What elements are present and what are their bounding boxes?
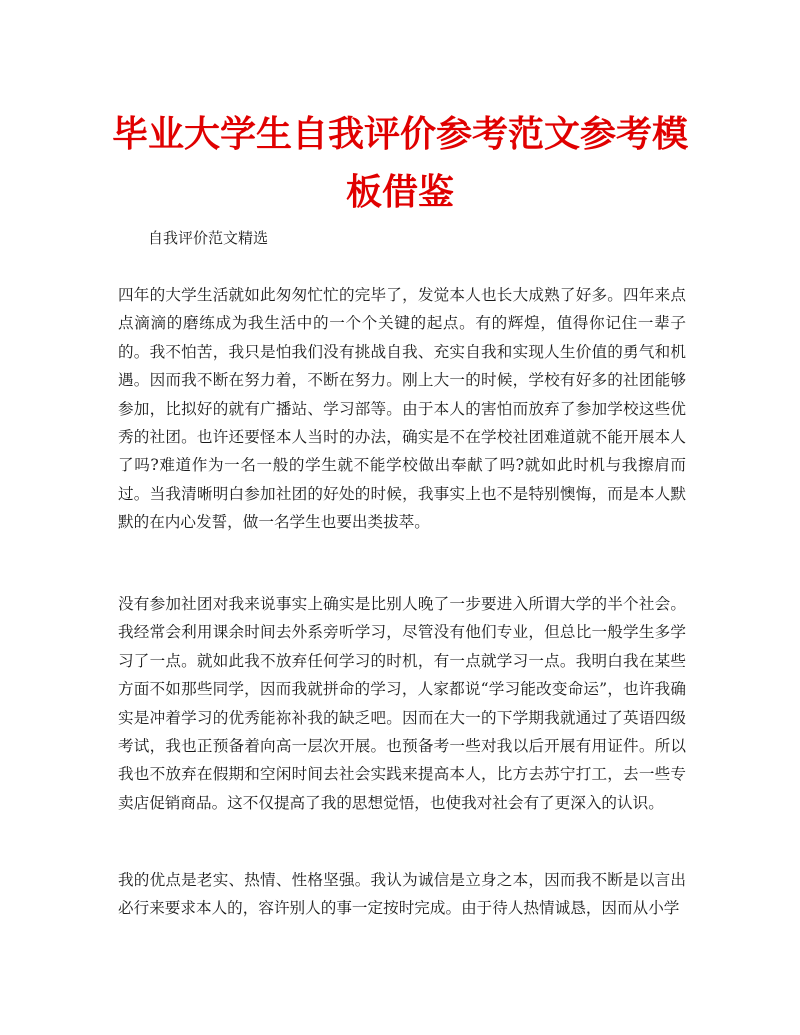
body-paragraph: 我的优点是老实、热情、性格坚强。我认为诚信是立身之本，因而我不断是以言出必行来要求本人的，容许别人的事一定按时完成。由于待人热情诚恳，因而从小学 — [118, 871, 686, 918]
body-paragraph: 没有参加社团对我来说事实上确实是比别人晚了一步要进入所谓大学的半个社会。我经常会利用课余时间去外系旁听学习，尽管没有他们专业，但总比一般学生多学习了一点。就如此我不放弃任何学习的时机，有一点就学习一点。我明白我在某些方面不如那些同学，因而我就拼命的学习，人家都说“学习能改变命运”，也许我确实是冲着学习的优秀能祢补我的缺乏吧。因而在大一的下学期我就通过了英语四级考试，我也正预备着向高一层次开展。也预备考一些对我以后开展有用证件。所以我也不放弃在假期和空闲时间去社会实践来提高本人，比方去苏宁打工，去一些专卖店促销商品。这不仅提高了我的思想觉悟，也使我对社会有了更深入的认识。 — [118, 595, 686, 812]
body-paragraph: 四年的大学生活就如此匆匆忙忙的完毕了，发觉本人也长大成熟了好多。四年来点点滴滴的磨练成为我生活中的一个个关键的起点。有的辉煌，值得你记住一辈子的。我不怕苦，我只是怕我们没有挑战自我、充实自我和实现人生价值的勇气和机遇。因而我不断在努力着，不断在努力。刚上大一的时候，学校有好多的社团能够参加，比拟好的就有广播站、学习部等。由于本人的害怕而放弃了参加学校这些优秀的社团。也许还要怪本人当时的办法，确实是不在学校社团难道就不能开展本人了吗?难道作为一名一般的学生就不能学校做出奉献了吗?就如此时机与我擦肩而过。当我清晰明白参加社团的好处的时候，我事实上也不是特别懊悔，而是本人默默的在内心发誓，做一名学生也要出类拔萃。 — [118, 286, 686, 532]
document-subtitle: 自我评价范文精选 — [148, 229, 269, 247]
document-title: 毕业大学生自我评价参考范文参考模板借鉴 — [111, 114, 688, 213]
